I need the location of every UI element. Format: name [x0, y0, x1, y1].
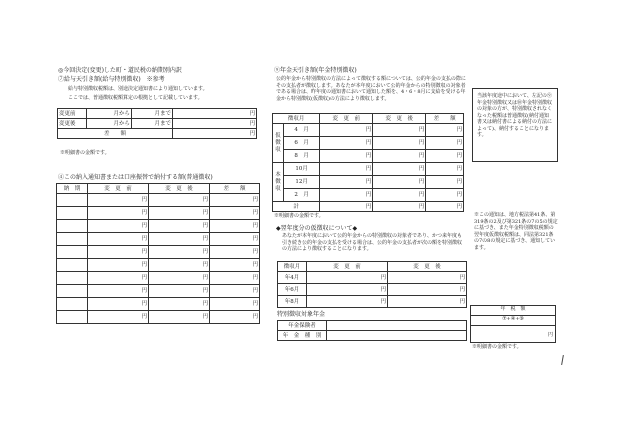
table-row	[273, 150, 464, 163]
amount-cell: 円	[88, 311, 149, 324]
table-row	[273, 202, 464, 212]
amount-cell: 円	[149, 220, 210, 233]
col-header: 変 更 後	[388, 262, 467, 272]
table-row	[57, 298, 260, 311]
annual-tax-amount: 円	[547, 332, 553, 338]
total-label: 計	[273, 202, 320, 212]
amount-cell: 円	[373, 176, 426, 189]
amount-cell: 円	[426, 202, 464, 212]
month-cell: 8 月	[284, 150, 320, 163]
table-row	[273, 163, 464, 176]
period-cell	[57, 246, 88, 259]
period-cell	[57, 220, 88, 233]
notice-text: 当該年度途中において、左記の⑨年金特別徴収又は⑩年金特別徴収の対象の方が、特別徴収されなくなった税額は普通徴収(納付通知書又は納付書による納付の方法によって)、納付することになります。	[477, 93, 553, 138]
col-header: 徴収月	[273, 114, 320, 124]
sec4-title: ④この納入通知書または口座振替で納付する額(普通徴収)	[58, 174, 213, 181]
col-header: 納 期	[57, 184, 88, 194]
amount-cell: 円	[149, 285, 210, 298]
table-row	[57, 311, 260, 324]
table-row	[278, 321, 467, 331]
amount-cell: 円	[373, 137, 426, 150]
amount-cell: 円	[149, 233, 210, 246]
amount-cell: 円	[320, 124, 373, 137]
amount-cell: 円	[149, 259, 210, 272]
col-header: 差 額	[210, 184, 260, 194]
table-row	[273, 176, 464, 189]
table-row	[57, 272, 260, 285]
col-header: 変 更 後	[373, 114, 426, 124]
month-cell: 2 月	[284, 189, 320, 202]
col-header: 変 更 後	[149, 184, 210, 194]
next-year-note: あなたが本年度において公的年金からの特別徴収の対象者であり、かつ来年度も引き続き公的年金の支払を受ける場合は、公的年金の支払者が次の額を特別徴収の方法により徴収することになります。	[282, 233, 463, 252]
month-cell: 年4月	[278, 272, 307, 284]
amount-cell: 円	[426, 150, 464, 163]
period-cell	[57, 233, 88, 246]
amount-cell: 円	[149, 298, 210, 311]
sec9-note: 公的年金から特別徴収の方法によって徴収する額については、公的年金の支払の際にその支払者が徴収します。あなたが本年度において公的年金からの特別徴収の対象者である場合は、昨年度の通知書において通知した額を、4・6・8月に支給を受ける年金から特別徴収(仮徴収)の方法により徴収します。	[276, 76, 466, 102]
amount-cell: 円	[426, 137, 464, 150]
amount-cell: 円	[373, 124, 426, 137]
amount-cell: 円	[88, 194, 149, 207]
amount-cell: 円	[307, 296, 388, 308]
table-row	[57, 207, 260, 220]
month-cell: 年8月	[278, 296, 307, 308]
col-header: 差 額	[426, 114, 464, 124]
table-row	[57, 285, 260, 298]
annual-tax-title: 年 税 額	[471, 306, 555, 316]
amount-cell: 円	[88, 207, 149, 220]
next-year-title: ◆翌年度分の仮徴収について◆	[276, 225, 358, 232]
sec9-table	[272, 113, 464, 212]
period-cell	[57, 272, 88, 285]
table-row	[57, 194, 260, 207]
table-header	[57, 184, 260, 194]
period-cell	[57, 298, 88, 311]
target-title: 特別徴収対象年金	[277, 311, 326, 318]
col-header: 変 更 前	[307, 262, 388, 272]
annual-tax-formula: ⑦+④+⑨	[471, 316, 555, 326]
amount-cell: 円	[373, 150, 426, 163]
amount-cell: 円	[307, 272, 388, 284]
col-header: 変 更 前	[88, 184, 149, 194]
table-row	[278, 284, 467, 296]
amount-cell: 円	[173, 109, 257, 119]
sec7-table	[57, 108, 257, 139]
amount-cell: 円	[320, 202, 373, 212]
amount-cell: 円	[388, 272, 467, 284]
amount-cell: 円	[210, 311, 260, 324]
amount-cell: 円	[320, 189, 373, 202]
target-table	[277, 320, 467, 341]
amount-cell: 円	[388, 296, 467, 308]
row-label: 変更前	[58, 109, 87, 119]
amount-cell: 円	[426, 124, 464, 137]
col-header: 変 更 前	[320, 114, 373, 124]
table-row	[58, 109, 257, 119]
next-year-table	[277, 261, 467, 308]
heading: ◎今回決定(変更)した町・道民税の納期別内訳	[58, 67, 182, 74]
period-cell	[57, 259, 88, 272]
group-label: 本徴収	[273, 163, 284, 202]
amount-cell: 円	[88, 246, 149, 259]
row-label: 年 金 種 別	[278, 331, 327, 341]
table-row	[278, 296, 467, 308]
period-cell	[57, 207, 88, 220]
month-cell: 12月	[284, 176, 320, 189]
table-row	[273, 124, 464, 137]
amount-cell: 円	[149, 194, 210, 207]
month-cell: 10月	[284, 163, 320, 176]
amount-cell: 円	[210, 207, 260, 220]
legal-note: ※この通知は、地方税法第41条、第319条の2及び第321条の7の5の規定に基づき、また年金特別徴収税額の翌年度仮徴収税額は、同法第321条の7の8の規定に基づき、通知しています。	[474, 212, 558, 251]
sec9-footnote: ※明細書の金額です。	[274, 213, 324, 219]
from-cell: 月から	[87, 109, 132, 119]
amount-cell: 円	[373, 189, 426, 202]
amount-cell: 円	[373, 163, 426, 176]
annual-tax-box	[470, 305, 556, 343]
amount-cell: 円	[149, 272, 210, 285]
row-label: 年金保険者	[278, 321, 327, 331]
amount-cell: 円	[426, 163, 464, 176]
amount-cell: 円	[426, 189, 464, 202]
period-cell	[57, 311, 88, 324]
notice-box	[472, 88, 558, 162]
table-row	[57, 233, 260, 246]
to-cell: 月まで	[132, 109, 173, 119]
table-row	[273, 189, 464, 202]
amount-cell: 円	[320, 163, 373, 176]
table-header	[273, 114, 464, 124]
row-label: 変更後	[58, 119, 87, 129]
value-cell	[327, 321, 467, 331]
table-row	[57, 246, 260, 259]
diff-amount: 円	[173, 129, 257, 139]
corner-mark	[561, 355, 564, 365]
to-cell: 月まで	[132, 119, 173, 129]
month-cell: 4 月	[284, 124, 320, 137]
table-row	[58, 129, 257, 139]
col-header: 徴収月	[278, 262, 307, 272]
amount-cell: 円	[210, 285, 260, 298]
value-cell	[327, 331, 467, 341]
amount-cell: 円	[88, 220, 149, 233]
amount-cell: 円	[210, 194, 260, 207]
amount-cell: 円	[210, 220, 260, 233]
group-label: 仮徴収	[273, 124, 284, 163]
amount-cell: 円	[307, 284, 388, 296]
table-row	[278, 272, 467, 284]
sec9-title: ⑨年金天引き額(年金特別徴収)	[274, 67, 357, 74]
amount-cell: 円	[320, 176, 373, 189]
amount-cell: 円	[88, 272, 149, 285]
amount-cell: 円	[426, 176, 464, 189]
amount-cell: 円	[210, 298, 260, 311]
amount-cell: 円	[388, 284, 467, 296]
amount-cell: 円	[210, 233, 260, 246]
amount-cell: 円	[149, 311, 210, 324]
sec4-table	[56, 183, 260, 324]
table-row	[278, 331, 467, 341]
table-row	[273, 137, 464, 150]
from-cell: 月から	[87, 119, 132, 129]
amount-cell: 円	[88, 298, 149, 311]
sec7-footnote: ※明細書の金額です。	[60, 150, 110, 156]
period-cell	[57, 194, 88, 207]
table-row	[58, 119, 257, 129]
annual-tax-footnote: ※明細書の金額です。	[472, 344, 522, 350]
sec7-note1: 給与特別徴収税額は、別途決定通知書により通知しています。	[68, 86, 208, 92]
sec7-title: ⑦給与天引き額(給与特別徴収) ※参考	[58, 76, 165, 83]
amount-cell: 円	[149, 207, 210, 220]
table-row	[57, 220, 260, 233]
amount-cell: 円	[373, 202, 426, 212]
amount-cell: 円	[210, 246, 260, 259]
month-cell: 6 月	[284, 137, 320, 150]
sec7-note2: ここでは、普通徴収税額算定の根拠として記載しています。	[68, 95, 203, 101]
amount-cell: 円	[88, 259, 149, 272]
diff-label: 差 額	[58, 129, 173, 139]
month-cell: 年6月	[278, 284, 307, 296]
amount-cell: 円	[320, 150, 373, 163]
table-header	[278, 262, 467, 272]
table-row	[57, 259, 260, 272]
amount-cell: 円	[173, 119, 257, 129]
amount-cell: 円	[88, 285, 149, 298]
amount-cell: 円	[149, 246, 210, 259]
amount-cell: 円	[88, 233, 149, 246]
amount-cell: 円	[320, 137, 373, 150]
period-cell	[57, 285, 88, 298]
amount-cell: 円	[210, 272, 260, 285]
amount-cell: 円	[210, 259, 260, 272]
